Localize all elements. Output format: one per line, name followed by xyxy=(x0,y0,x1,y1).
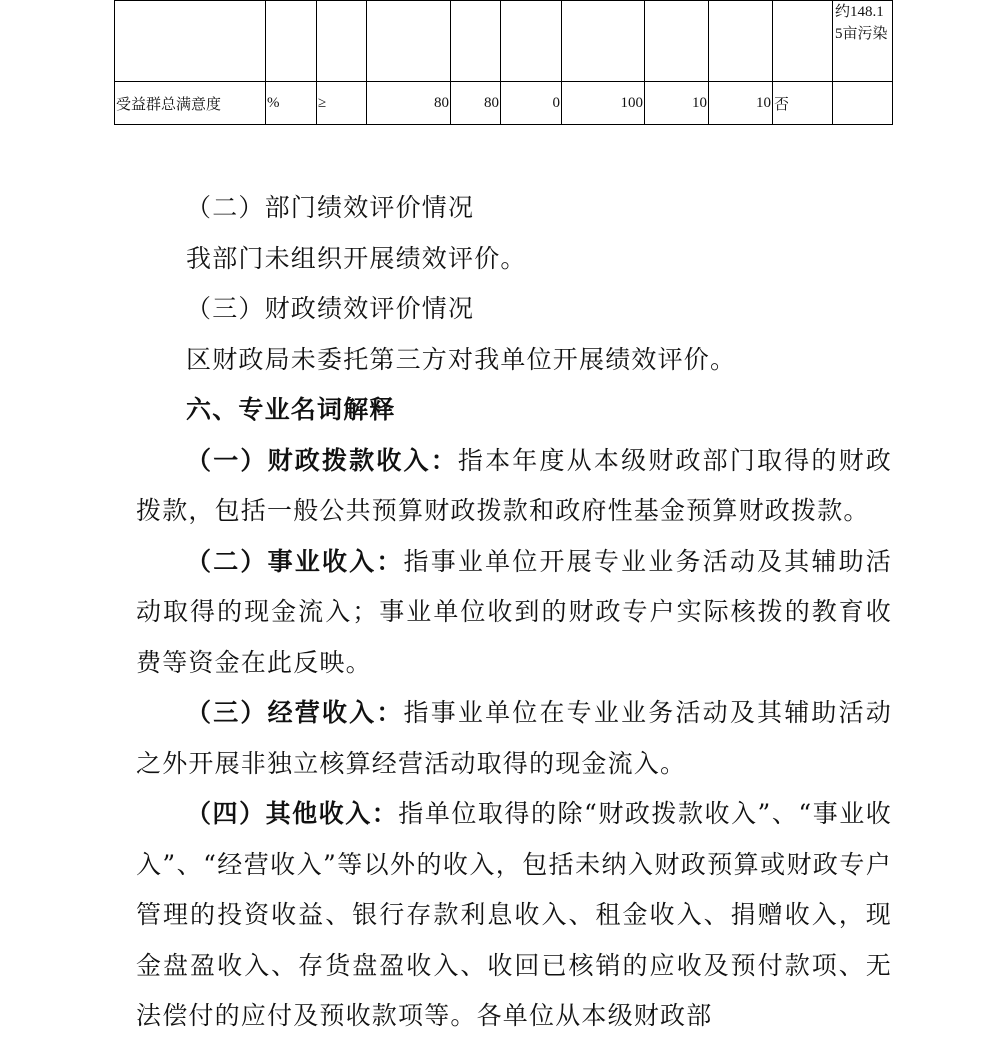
table-cell xyxy=(562,1,645,82)
table-cell xyxy=(501,1,562,82)
chapter-heading: 六、专业名词解释 xyxy=(186,395,396,424)
value-cell: 100 xyxy=(562,82,645,125)
term-label: （三）经营收入： xyxy=(186,698,404,727)
weight-cell: 10 xyxy=(645,82,709,125)
term-definition: 指单位取得的除“财政拨款收入”、“事业收入”、“经营收入”等以外的收入，包括未纳入财政预算或财政专户管理的投资收益、银行存款利息收入、租金收入、捐赠收入，现金盘盈收入、存货盘盈收入、收回已核销的应收及预付款项、无法偿付的应付及预收款项等。各单位从本级财政部 xyxy=(136,799,892,1030)
table-cell xyxy=(645,1,709,82)
term-label: （二）事业收入： xyxy=(186,546,404,576)
table-cell xyxy=(317,1,367,82)
value-cell: 0 xyxy=(501,82,562,125)
remark-cell xyxy=(833,82,893,125)
term-definition: 指事业单位在专业业务活动及其辅助活动之外开展非独立核算经营活动取得的现金流入。 xyxy=(136,698,892,778)
table-row xyxy=(115,1,893,82)
operator-cell: ≥ xyxy=(317,82,367,125)
term-label: （四）其他收入： xyxy=(186,799,399,828)
table-cell xyxy=(709,1,773,82)
glossary-term xyxy=(136,537,892,689)
table-row xyxy=(115,82,893,125)
table-cell xyxy=(773,1,833,82)
flag-cell: 否 xyxy=(773,82,833,125)
section-heading: （二）部门绩效评价情况 xyxy=(186,193,475,222)
table-cell xyxy=(367,1,451,82)
unit-cell: % xyxy=(266,82,317,125)
score-cell: 10 xyxy=(709,82,773,125)
table-cell xyxy=(115,1,266,82)
target-value-cell: 80 xyxy=(367,82,451,125)
document-body xyxy=(136,183,892,1042)
term-definition: 指事业单位开展专业业务活动及其辅助活动取得的现金流入；事业单位收到的财政专户实际核拨的教育收费等资金在此反映。 xyxy=(136,546,892,677)
glossary-term xyxy=(136,789,892,1042)
table-cell xyxy=(266,1,317,82)
glossary-term xyxy=(136,688,892,789)
actual-value-cell: 80 xyxy=(451,82,501,125)
term-definition: 指本年度从本级财政部门取得的财政拨款，包括一般公共预算财政拨款和政府性基金预算财政拨款。 xyxy=(136,445,892,525)
section-heading: （三）财政绩效评价情况 xyxy=(186,294,475,323)
remark-cell: 约148.15亩污染 xyxy=(833,1,893,82)
performance-table xyxy=(114,0,893,125)
paragraph: 区财政局未委托第三方对我单位开展绩效评价。 xyxy=(186,344,737,374)
paragraph: 我部门未组织开展绩效评价。 xyxy=(186,243,527,273)
glossary-term xyxy=(136,436,892,537)
indicator-name-cell: 受益群总满意度 xyxy=(115,82,266,125)
table-cell xyxy=(451,1,501,82)
term-label: （一）财政拨款收入： xyxy=(186,445,458,475)
